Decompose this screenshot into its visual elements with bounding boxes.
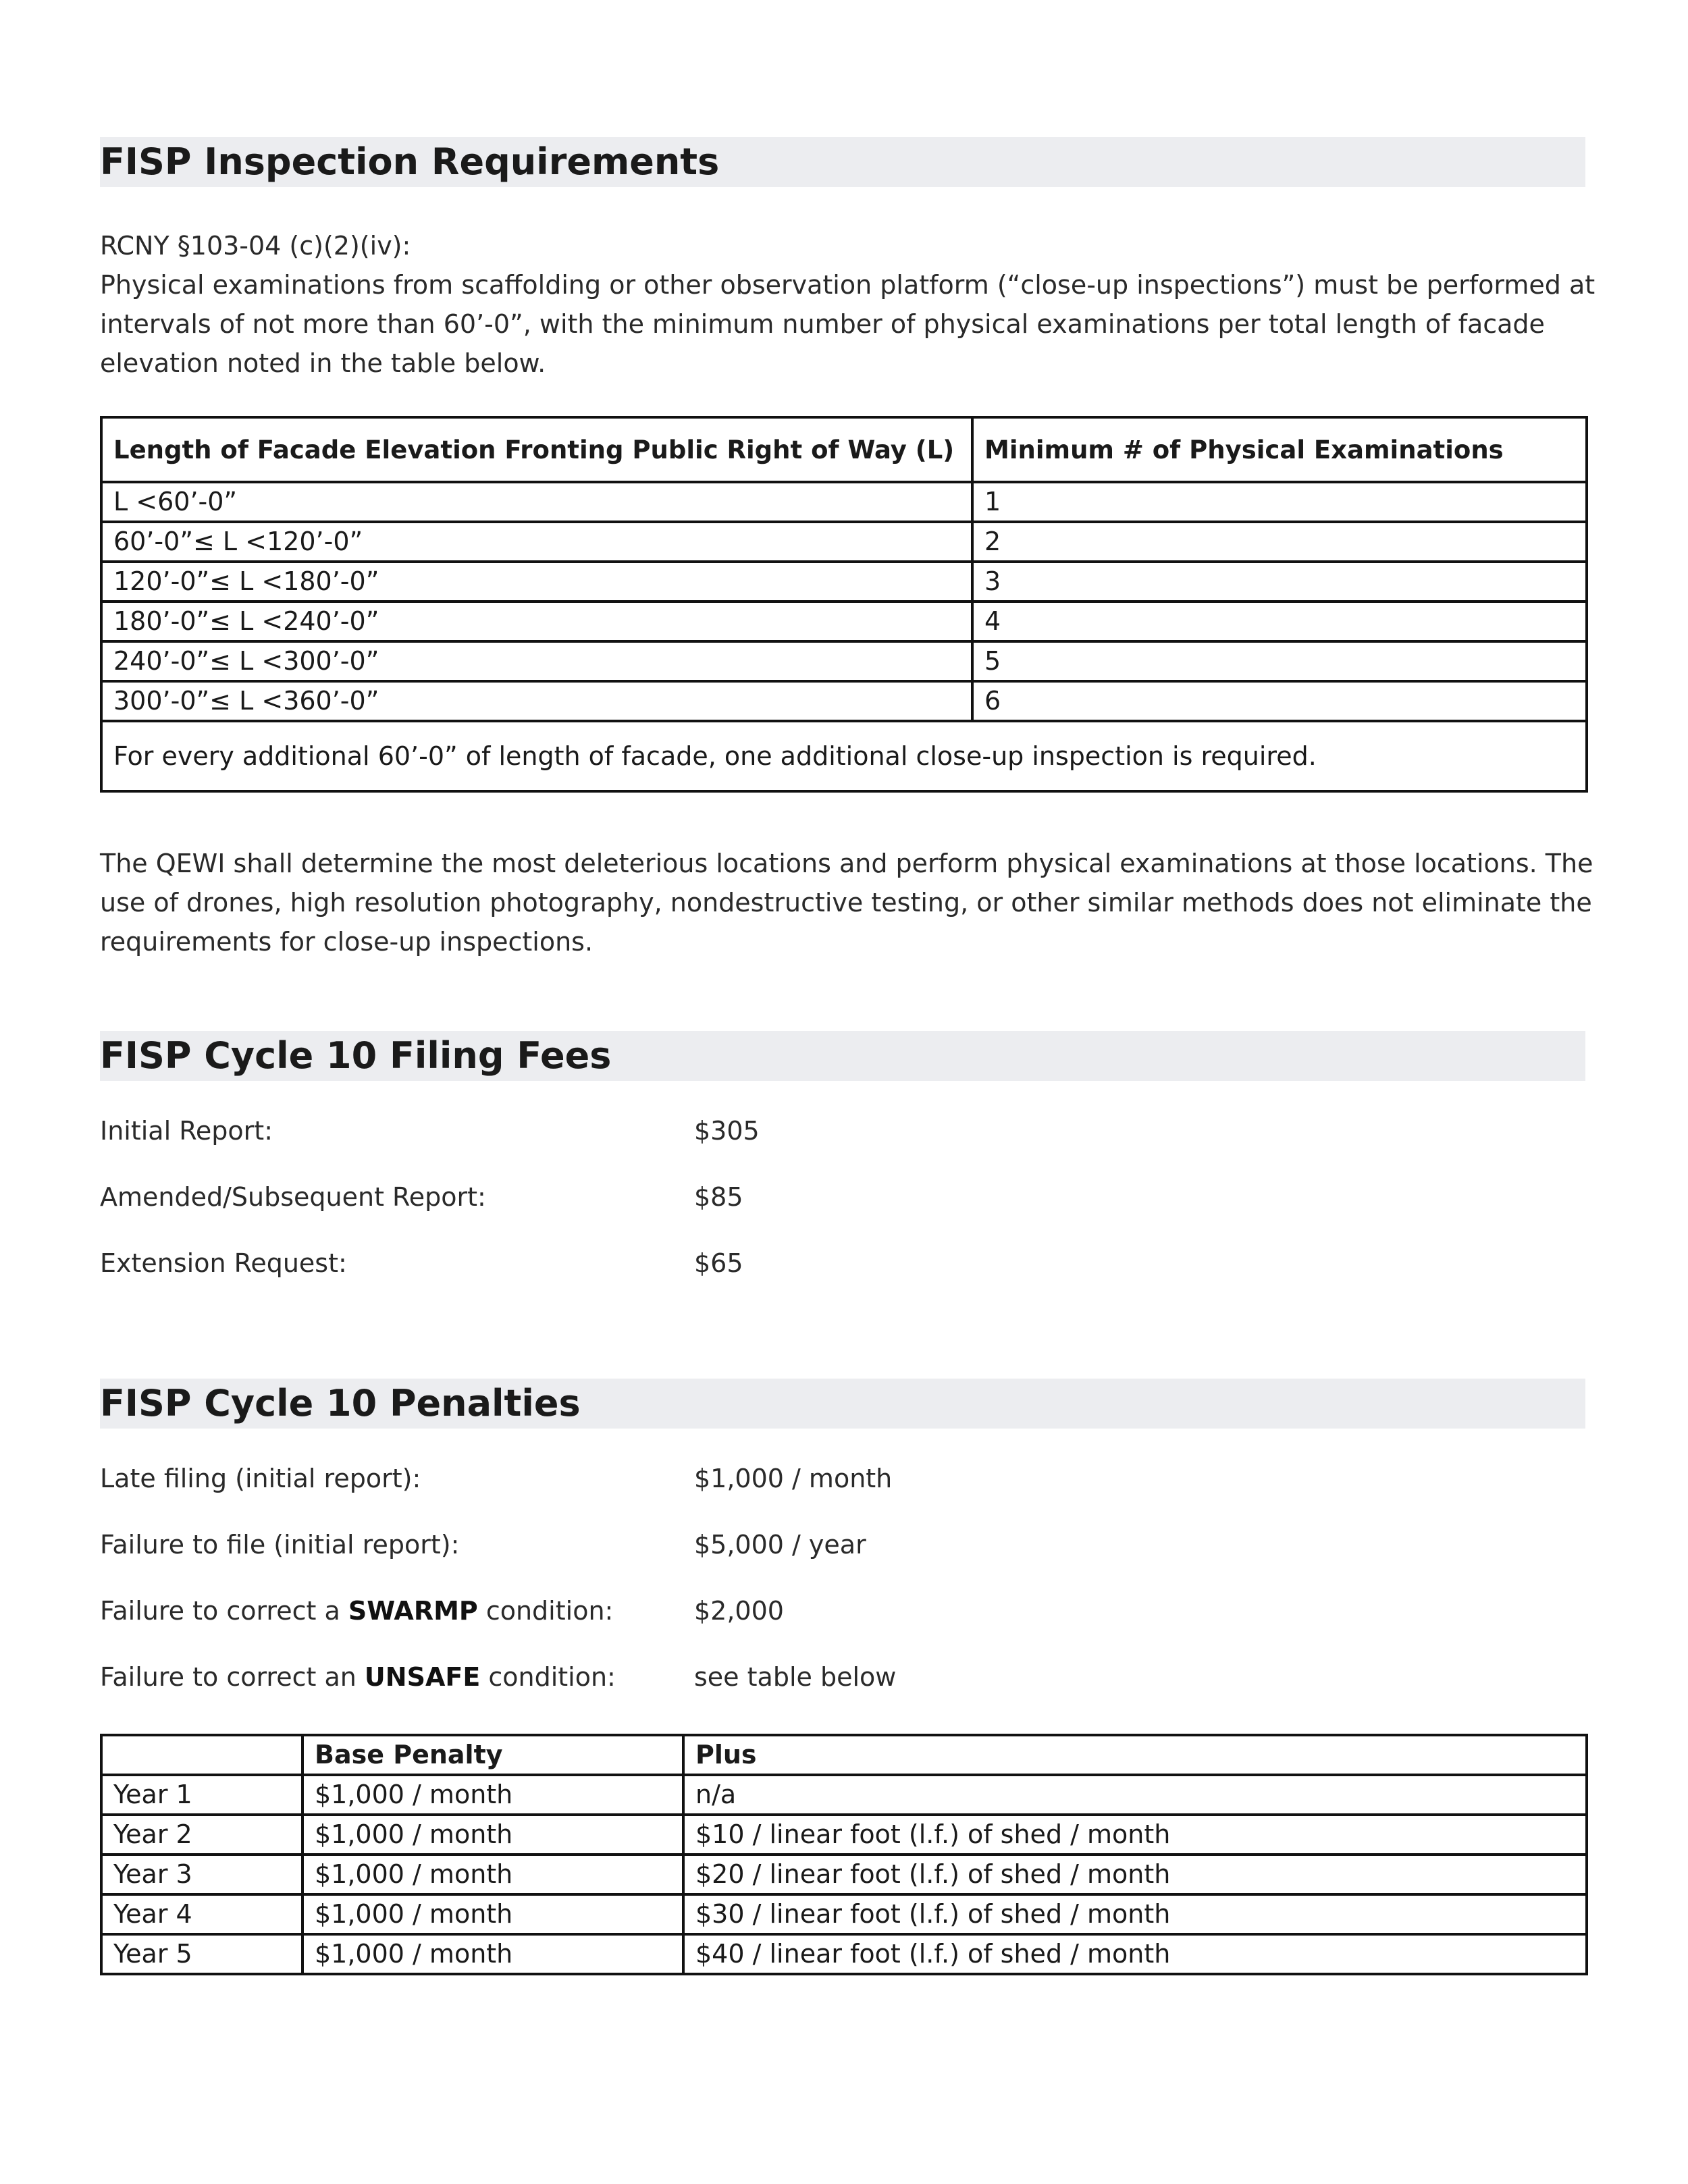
table-row [101,1894,1587,1934]
length-range-cell: 60’-0”≤ L <120’-0” [101,522,972,562]
inspection-intro-text: Physical examinations from scaffolding or other observation platform (“close-up inspections”) must be performed at intervals of not more than 60’-0”, with the minimum number of physical examinations per total length of facade elevation noted in the table below. [100,270,1595,378]
year-cell: Year 4 [101,1894,302,1934]
penalty-label-prefix: Failure to correct a [100,1596,348,1626]
penalties-section-title: FISP Cycle 10 Penalties [100,1382,581,1424]
table-footer-row [101,721,1587,791]
exam-count-cell: 5 [972,641,1587,681]
base-penalty-cell: $1,000 / month [302,1815,683,1855]
length-range-cell: 120’-0”≤ L <180’-0” [101,562,972,602]
rcny-citation: RCNY §103-04 (c)(2)(iv): [100,231,411,261]
inspection-section-title: FISP Inspection Requirements [100,140,720,183]
table-row [101,522,1587,562]
table-row [101,1934,1587,1974]
column-header: Plus [683,1735,1587,1775]
base-penalty-cell: $1,000 / month [302,1775,683,1815]
table-row [101,1815,1587,1855]
penalty-label-suffix: condition: [480,1662,616,1692]
plus-penalty-cell: $40 / linear foot (l.f.) of shed / month [683,1934,1587,1974]
plus-penalty-cell: $10 / linear foot (l.f.) of shed / month [683,1815,1587,1855]
table-header-row [101,417,1587,482]
penalty-value: $1,000 / month [694,1464,893,1493]
column-header: Base Penalty [302,1735,683,1775]
year-cell: Year 3 [101,1855,302,1894]
penalty-label-prefix: Failure to correct an [100,1662,365,1692]
plus-penalty-cell: $20 / linear foot (l.f.) of shed / month [683,1855,1587,1894]
column-header [101,1735,302,1775]
base-penalty-cell: $1,000 / month [302,1934,683,1974]
length-range-cell: L <60’-0” [101,482,972,522]
table-row [101,641,1587,681]
table-row [101,602,1587,641]
table-header-row [101,1735,1587,1775]
swarmp-term: SWARMP [348,1596,478,1626]
fees-section-title: FISP Cycle 10 Filing Fees [100,1034,612,1077]
qewi-note-text: The QEWI shall determine the most deleterious locations and perform physical examinations at those locations. The use of drones, high resolution photography, nondestructive testing, or other similar methods does not eliminate the requirements for close-up inspections. [100,849,1593,957]
plus-penalty-cell: $30 / linear foot (l.f.) of shed / month [683,1894,1587,1934]
base-penalty-cell: $1,000 / month [302,1855,683,1894]
length-range-cell: 240’-0”≤ L <300’-0” [101,641,972,681]
table-row [101,562,1587,602]
fee-value: $85 [694,1182,743,1212]
exam-count-cell: 2 [972,522,1587,562]
plus-penalty-cell: n/a [683,1775,1587,1815]
table-row [101,681,1587,721]
unsafe-term: UNSAFE [364,1662,481,1692]
penalty-row-failure-to-file [100,1528,866,1562]
fee-value: $305 [694,1116,760,1146]
qewi-note [100,844,1606,961]
penalty-row-unsafe [100,1660,897,1694]
table-row [101,1855,1587,1894]
penalty-label-suffix: condition: [477,1596,614,1626]
length-range-cell: 180’-0”≤ L <240’-0” [101,602,972,641]
penalty-label [100,1596,613,1626]
fee-label: Extension Request: [100,1248,347,1278]
table-row [101,482,1587,522]
year-cell: Year 1 [101,1775,302,1815]
table-footer-note: For every additional 60’-0” of length of facade, one additional close-up inspection is required. [101,721,1587,791]
penalty-row-swarmp [100,1594,784,1628]
table-row [101,1775,1587,1815]
year-cell: Year 2 [101,1815,302,1855]
penalty-label [100,1662,616,1692]
penalty-label: Failure to file (initial report): [100,1530,460,1560]
column-header: Length of Facade Elevation Fronting Public Right of Way (L) [101,417,972,482]
unsafe-penalty-table [100,1734,1588,1975]
penalty-label: Late filing (initial report): [100,1464,421,1493]
fee-value: $65 [694,1248,743,1278]
year-cell: Year 5 [101,1934,302,1974]
fee-row-initial [100,1114,760,1148]
exam-count-cell: 4 [972,602,1587,641]
fee-row-amended [100,1180,743,1214]
penalty-value: see table below [694,1662,897,1692]
inspection-table [100,416,1588,793]
length-range-cell: 300’-0”≤ L <360’-0” [101,681,972,721]
penalty-value: $5,000 / year [694,1530,866,1560]
fee-label: Initial Report: [100,1116,273,1146]
fee-row-extension [100,1246,743,1280]
exam-count-cell: 6 [972,681,1587,721]
penalty-value: $2,000 [694,1596,784,1626]
base-penalty-cell: $1,000 / month [302,1894,683,1934]
fee-label: Amended/Subsequent Report: [100,1182,486,1212]
exam-count-cell: 3 [972,562,1587,602]
inspection-intro [100,226,1606,383]
penalty-row-late-filing [100,1462,893,1495]
column-header: Minimum # of Physical Examinations [972,417,1587,482]
exam-count-cell: 1 [972,482,1587,522]
